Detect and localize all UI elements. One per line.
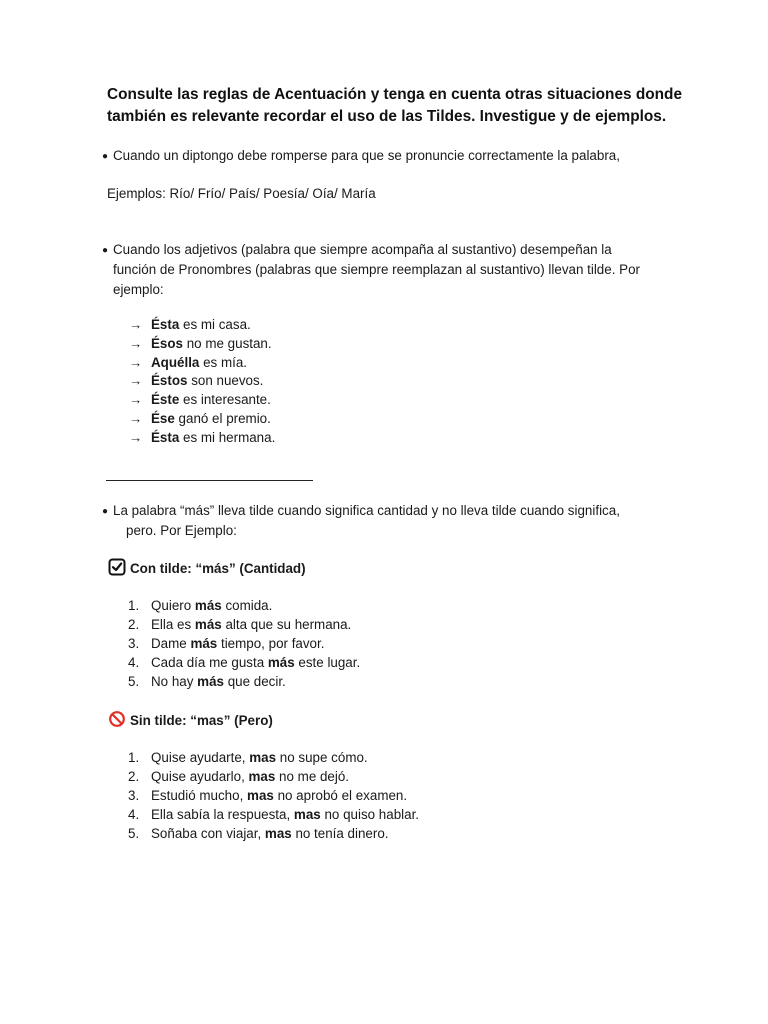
list-item [128, 653, 360, 672]
con-tilde-list [128, 596, 360, 691]
example-keyword: mas [247, 788, 274, 803]
list-item [129, 316, 275, 335]
example-post: no me dejó. [275, 769, 350, 784]
arrow-right-icon: → [129, 354, 143, 370]
list-number: 1. [128, 598, 140, 613]
list-item [128, 596, 360, 615]
example-pre: Ella es [151, 617, 195, 632]
list-item [129, 391, 275, 410]
pronombres-line-3: ejemplo: [113, 281, 164, 297]
example-pre: No hay [151, 674, 198, 689]
example-rest: es interesante. [179, 392, 271, 408]
arrow-right-icon: → [129, 373, 143, 389]
pronombres-line-2: función de Pronombres (palabras que siempre reemplazan al sustantivo) llevan tilde. Por [113, 262, 640, 278]
example-pre: Quise ayudarlo, [151, 769, 249, 784]
example-keyword: más [197, 674, 224, 689]
bullet-dot-icon: ● [102, 151, 109, 162]
bullet-dot-icon: ● [102, 245, 109, 256]
title-line-2: también es relevante recordar el uso de las Tildes. Investigue y de ejemplos. [107, 108, 667, 125]
example-pre: Dame [151, 636, 191, 651]
diptongo-bullet [102, 146, 620, 166]
con-tilde-label: Con tilde: “más” (Cantidad) [130, 561, 306, 577]
list-number: 5. [128, 674, 140, 689]
arrow-right-icon: → [129, 429, 143, 445]
list-item [128, 615, 360, 634]
example-pronoun: Ésos [151, 335, 184, 351]
title-line-1: Consulte las reglas de Acentuación y tenga en cuenta otras situaciones donde [107, 86, 683, 103]
example-post: no tenía dinero. [291, 826, 389, 841]
list-number: 2. [128, 617, 140, 632]
example-rest: no me gustan. [183, 335, 272, 351]
list-item [128, 786, 419, 805]
example-rest: es mi casa. [179, 317, 251, 332]
example-post: este lugar. [294, 655, 361, 670]
example-keyword: mas [293, 807, 321, 822]
mas-paragraph [102, 501, 662, 541]
page-title [107, 84, 707, 128]
list-item [128, 748, 419, 767]
list-item [128, 634, 360, 653]
example-pronoun: Ése [151, 410, 175, 426]
list-item [128, 672, 360, 691]
example-pronoun: Ésta [151, 317, 180, 332]
checkbox-check-icon [108, 558, 130, 581]
mas-line-1: La palabra “más” lleva tilde cuando significa cantidad y no lleva tilde cuando significa, [113, 503, 620, 518]
example-pre: Quise ayudarte, [151, 750, 250, 765]
example-keyword: más [194, 617, 222, 632]
mas-line-2: pero. Por Ejemplo: [126, 523, 237, 539]
example-post: no supe cómo. [276, 750, 368, 765]
pronombres-paragraph [102, 240, 672, 299]
list-item [129, 410, 275, 429]
list-number: 4. [128, 807, 140, 822]
list-number: 3. [128, 788, 140, 803]
list-number: 1. [128, 750, 140, 765]
arrow-right-icon: → [129, 392, 143, 408]
example-keyword: más [267, 655, 295, 670]
example-keyword: más [194, 598, 222, 613]
list-item [129, 372, 275, 391]
diptongo-examples: Ejemplos: Río/ Frío/ País/ Poesía/ Oía/ María [107, 186, 376, 201]
example-post: alta que su hermana. [221, 617, 352, 632]
sin-tilde-label: Sin tilde: “mas” (Pero) [130, 713, 273, 729]
list-item [129, 335, 275, 354]
example-post: no aprobó el examen. [273, 788, 408, 803]
bullet-dot-icon: ● [102, 506, 109, 517]
list-item [129, 354, 275, 373]
list-item [128, 824, 419, 843]
list-number: 5. [128, 826, 140, 841]
list-number: 4. [128, 655, 140, 670]
pronombres-line-1: Cuando los adjetivos (palabra que siempre acompaña al sustantivo) desempeñan la [113, 242, 612, 257]
example-pre: Ella sabía la respuesta, [151, 807, 294, 822]
list-number: 2. [128, 769, 140, 784]
arrow-right-icon: → [129, 410, 143, 426]
pronombres-example-list [129, 316, 275, 448]
divider-line [106, 480, 313, 481]
example-post: comida. [221, 598, 273, 613]
example-post: que decir. [223, 674, 286, 689]
example-keyword: mas [264, 826, 292, 841]
arrow-right-icon: → [129, 335, 143, 351]
arrow-right-icon: → [129, 317, 143, 332]
example-keyword: más [190, 636, 218, 651]
example-rest: ganó el premio. [174, 410, 271, 426]
example-pre: Estudió mucho, [151, 788, 248, 803]
example-keyword: mas [249, 750, 277, 765]
example-pronoun: Ésta [151, 429, 180, 445]
example-pronoun: Éste [151, 392, 180, 408]
example-rest: es mía. [199, 354, 248, 370]
sin-tilde-heading [108, 710, 273, 733]
list-number: 3. [128, 636, 140, 651]
list-item [128, 767, 419, 786]
diptongo-text: Cuando un diptongo debe romperse para que se pronuncie correctamente la palabra, [113, 148, 620, 163]
list-item [129, 429, 275, 448]
example-pronoun: Éstos [151, 373, 188, 389]
example-pre: Quiero [151, 598, 195, 613]
example-rest: son nuevos. [187, 373, 264, 389]
prohibited-icon [108, 710, 130, 733]
example-pre: Soñaba con viajar, [151, 826, 265, 841]
sin-tilde-list [128, 748, 419, 843]
example-pre: Cada día me gusta [151, 655, 268, 670]
list-item [128, 805, 419, 824]
example-pronoun: Aquélla [151, 354, 200, 370]
con-tilde-heading [108, 558, 306, 581]
example-rest: es mi hermana. [179, 429, 276, 445]
example-keyword: mas [248, 769, 276, 784]
example-post: no quiso hablar. [320, 807, 420, 822]
example-post: tiempo, por favor. [217, 636, 325, 651]
